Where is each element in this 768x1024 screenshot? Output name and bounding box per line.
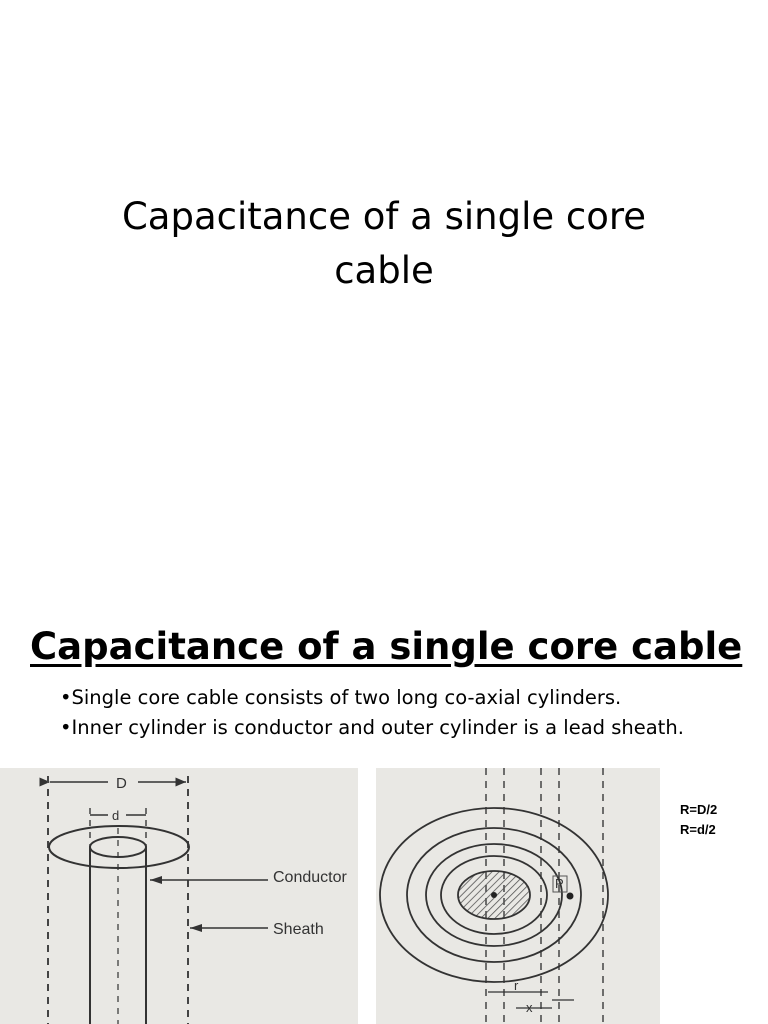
slide-1-title	[84, 190, 684, 298]
core-center	[491, 892, 497, 898]
point-label: P	[555, 876, 564, 891]
bullet-marker: •	[60, 686, 72, 709]
bullet-text: Inner cylinder is conductor and outer cylinder is a lead sheath.	[71, 716, 684, 739]
bullet-marker: •	[60, 716, 72, 739]
dimension-r-label: r	[514, 978, 519, 993]
note-outer-radius: R=D/2	[680, 802, 718, 817]
cable-side-view-figure	[0, 768, 358, 1024]
dimension-inner-label: d	[112, 808, 120, 823]
slide-1-title-line-1: Capacitance of a single core	[121, 195, 647, 238]
slide-2-title: Capacitance of a single core cable	[30, 625, 743, 668]
cable-cross-section-drawing	[376, 768, 660, 1024]
point-marker	[567, 893, 574, 900]
bullet-item	[60, 713, 768, 743]
outer-cylinder-top	[49, 826, 189, 868]
conductor-label: Conductor	[273, 869, 347, 886]
bullet-text: Single core cable consists of two long co-axial cylinders.	[71, 686, 622, 709]
cable-cross-section-figure	[376, 768, 660, 1024]
sheath-label: Sheath	[273, 921, 324, 938]
dimension-x-label: x	[526, 1000, 533, 1015]
slide-1-title-line-2: cable	[334, 249, 434, 292]
sheath-pointer-head	[190, 924, 202, 932]
radius-notes	[680, 800, 717, 840]
bullet-list	[60, 683, 768, 743]
cable-side-view-drawing	[0, 768, 358, 1024]
bullet-item	[60, 683, 768, 713]
note-inner-radius: R=d/2	[680, 822, 716, 837]
dimension-outer-label: D	[116, 775, 127, 792]
conductor-pointer-head	[150, 876, 162, 884]
